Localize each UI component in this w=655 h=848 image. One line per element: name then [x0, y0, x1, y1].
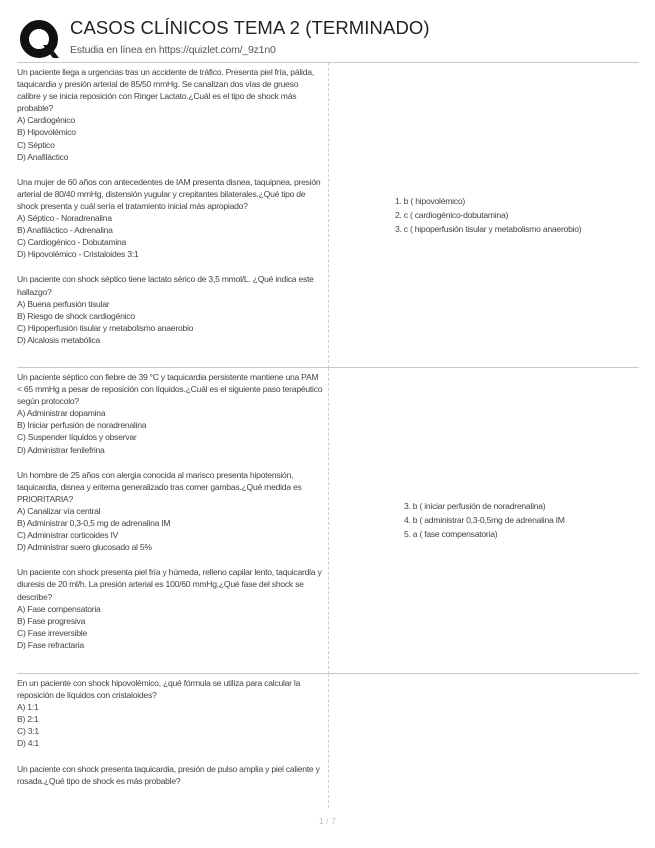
question-option: B) Fase progresiva	[17, 615, 86, 626]
question-option: D) Administrar fenilefrina	[17, 444, 105, 455]
column-separator	[328, 368, 329, 674]
question-item	[17, 371, 323, 456]
question-option: A) Fase compensatoria	[17, 603, 101, 614]
question-stem: Una mujer de 60 años con antecedentes de IAM presenta disnea, taquipnea, presión arterial de 80/40 mmHg, distensión yugular y crepitantes bilaterales.¿Qué tipo de shock presenta y cuál sería el tratamiento inicial más apropiado?	[17, 176, 321, 211]
question-option: C) Séptico	[17, 139, 55, 150]
question-option: B) Iniciar perfusión de noradrenalina	[17, 420, 147, 431]
questions-column	[17, 66, 323, 359]
column-separator	[328, 63, 329, 368]
document-title: CASOS CLÍNICOS TEMA 2 (TERMINADO)	[70, 17, 430, 38]
question-option: C) Cardiogénico - Dobutamina	[17, 237, 127, 248]
question-option: B) Administrar 0,3-0,5 mg de adrenalina IM	[17, 518, 171, 529]
question-option: D) Fase refractaria	[17, 639, 84, 650]
document-subtitle: Estudia en línea en https://quizlet.com/_9z1n0	[70, 44, 276, 56]
question-item	[17, 176, 323, 261]
answer-item: 3. b ( iniciar perfusión de noradrenalina)	[404, 501, 546, 511]
question-option: C) 3:1	[17, 726, 39, 737]
question-stem: Un hombre de 25 años con alergia conocida al marisco presenta hipotensión, taquicardia, disnea y eritema generalizado tras comer gambas.¿Qué medida es PRIORITARIA?	[17, 469, 302, 504]
question-stem: Un paciente séptico con fiebre de 39 °C y taquicardia persistente mantiene una PAM < 65 mmHg a pesar de reposición con líquidos.¿Cuál es el siguiente paso terapéutico según protocolo?	[17, 372, 323, 407]
question-item	[17, 66, 323, 163]
answer-item: 3. c ( hipoperfusión tisular y metabolismo anaerobio)	[395, 224, 582, 234]
question-stem: Un paciente con shock presenta taquicardia, presión de pulso amplia y piel caliente y rosada.¿Qué tipo de shock es más probable?	[17, 763, 320, 786]
question-item	[17, 763, 323, 787]
question-option: A) Canalizar vía central	[17, 505, 101, 516]
question-option: A) Administrar dopamina	[17, 408, 106, 419]
question-option: D) Hipovolémico - Cristaloides 3:1	[17, 249, 139, 260]
question-item	[17, 677, 323, 750]
answer-item: 5. a ( fase compensatoria)	[404, 529, 498, 539]
question-stem: En un paciente con shock hipovolémico, ¿qué fórmula se utiliza para calcular la reposición de líquidos con cristaloides?	[17, 678, 301, 701]
document-header	[18, 14, 638, 64]
answer-item: 4. b ( administrar 0,3-0,5mg de adrenalina IM	[404, 515, 565, 525]
question-option: D) 4:1	[17, 738, 39, 749]
question-option: A) Séptico - Noradrenalina	[17, 213, 112, 224]
question-item	[17, 469, 323, 554]
answer-item: 1. b ( hipovolémico)	[395, 196, 465, 206]
question-block-1	[17, 63, 639, 368]
quizlet-logo-icon	[18, 18, 60, 60]
column-separator	[328, 674, 329, 808]
question-option: C) Hipoperfusión tisular y metabolismo anaerobio	[17, 322, 194, 333]
page-number: 1 / 7	[318, 817, 337, 826]
question-option: A) Cardiogénico	[17, 115, 75, 126]
question-option: A) 1:1	[17, 702, 39, 713]
question-option: B) Anafiláctico - Adrenalina	[17, 225, 113, 236]
question-option: C) Administrar corticoides IV	[17, 530, 119, 541]
answer-item: 2. c ( cardiogénico-dobutamina)	[395, 210, 509, 220]
question-option: D) Alcalosis metabólica	[17, 334, 101, 345]
question-option: C) Suspender líquidos y observar	[17, 432, 137, 443]
question-option: D) Anafiláctico	[17, 151, 69, 162]
question-option: D) Administrar suero glucosado al 5%	[17, 542, 152, 553]
question-item	[17, 566, 323, 651]
question-item	[17, 273, 323, 346]
question-option: C) Fase irreversible	[17, 627, 87, 638]
question-stem: Un paciente con shock presenta piel fría y húmeda, relleno capilar lento, taquicardia y diuresis de 20 ml/h. La presión arterial es 100/60 mmHg.¿Qué fase del shock se describe?	[17, 567, 322, 602]
questions-column	[17, 677, 323, 800]
question-stem: Un paciente con shock séptico tiene lactato sérico de 3,5 mmol/L. ¿Qué indica este hallazgo?	[17, 274, 314, 297]
question-stem: Un paciente llega a urgencias tras un accidente de tráfico. Presenta piel fría, pálida, taquicardia y presión arterial de 85/50 mmHg. Se canalizan dos vías de grueso calibre y se inicia reposición con Ringer Lactato.¿Cuál es el tipo de shock más probable?	[17, 67, 314, 114]
questions-column	[17, 371, 323, 664]
question-option: A) Buena perfusión tisular	[17, 298, 110, 309]
question-option: B) 2:1	[17, 714, 39, 725]
question-option: B) Riesgo de shock cardiogénico	[17, 310, 135, 321]
question-option: B) Hipovolémico	[17, 127, 76, 138]
question-block-2	[17, 368, 639, 674]
question-block-3	[17, 674, 639, 808]
